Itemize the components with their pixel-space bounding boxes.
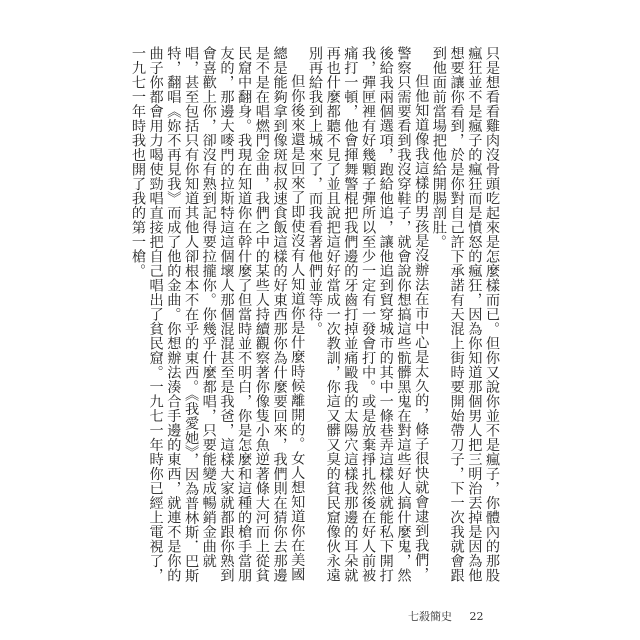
page-number: 22	[469, 610, 484, 623]
running-title: 七殺簡史	[408, 610, 452, 623]
page-footer	[408, 608, 484, 624]
vertical-text-body	[129, 46, 500, 586]
paragraph-3: 但你後來還是回來了即使沒有人知道你是什麼時候離開的。女人想知道你在美國總是能夠拿到像斑叔叔速食飯這樣的好東西那你為什麼要回來，我們則在猜你去那邊是不是在唱燃門金曲，我們之中的某些人持續觀察著你像隻小魚逆著條大河而上從貧民窟中翻身。我現在知道你在幹什麼了但當時並不明白，你是怎麼和這種的槍手當朋友的，那邊大嘜門的拉斯特這這個壞人那個混混甚至是我爸，這樣大家就都跟你熟到會喜歡上你，卻沒有熟到記得要拉攏你。你幾乎什麼都唱，只要能變成暢銷金曲就唱，甚至包括只有你知道其他人卻根本不在乎的東西。《我愛她》，因為普林斯．巴斯特，翻唱《妳不再見我》而成了他的金曲。你想辦法湊合手邊的東西，就連不是你的曲子你都會用力喝使勁唱直接把自己唱出了貧民窟。一九七一年時你已經上電視了，一九七一年時我也開了我的第一槍。	[129, 46, 306, 583]
paragraph-2: 但他知道像我這樣的男孩是沒辦法在市中心是太久的，條子很快就會逮到我們，警察只需要看到我沒穿鞋子，就會說你想搞這些骯髒黑鬼在對這些好人搞什麼鬼，然後給我兩個選項，跑給他追，讓他追到貿穿城市的其中一條巷弄這樣他就能私下開打我，彈匣裡有好幾顆子彈所以至少一定有一發會打中。或是放棄掙扎然後在好人前被痛打一頓，他會揮舞警棍把我們邊的牙齒打掉並痛毆我的太陽穴這樣我那邊的耳朵就再也什麼都聽不見了並且說把這好好當成一次教訓，你這又髒又臭的貧民窟像伙永遠別再給我到上城來了，而我看著他們並等待。	[306, 46, 430, 583]
paragraph-1: 只是想看看雞肉沒骨頭吃起來是怎麼樣而已。但你又說你並不是瘋子，你體內的那股瘋狂並不是瘋子的瘋狂而是憤怒的瘋狂，因為你知道那個男人把三明治丟掉是因為他想要讓你看到，於是你對自己許下承諾有天混上街時要開始帶刀子，下一次我就會跟到他面前當場把他給開腸剖肚。	[430, 46, 500, 583]
